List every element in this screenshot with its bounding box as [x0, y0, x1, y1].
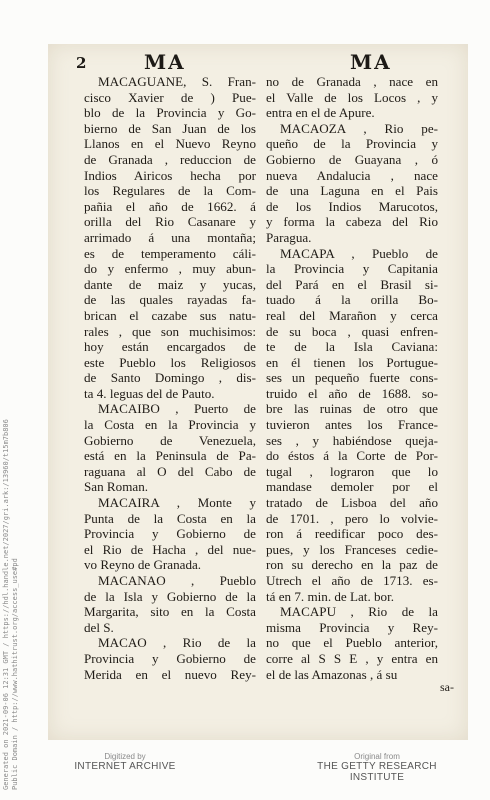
text-line: la Costa en la Provincia y [84, 417, 256, 433]
watermark-line-2: Public Domain / http://www.hathitrust.org/access_use#pd [11, 558, 19, 790]
text-line: ron su derecho en la paz de [266, 557, 438, 573]
text-line: ses un pequeño fuerte cons- [266, 370, 438, 386]
text-line: raguana al O del Cabo de [84, 463, 256, 479]
text-line: este Pueblo los Religiosos [84, 354, 256, 370]
text-line: de los Indios Marucotos, [266, 198, 438, 214]
text-line: Gobierno de Guayana , ó [266, 151, 438, 167]
original-from-credit [292, 752, 462, 783]
digitized-by-label: Digitized by [104, 752, 146, 761]
text-line: Llanos en el Nuevo Reyno [84, 136, 256, 152]
text-line: Provincia y Gobierno de [84, 650, 256, 666]
text-line: ta 4. leguas del de Pauto. [84, 385, 215, 401]
left-column-text [84, 74, 256, 682]
text-line: el de las Amazonas , á su [266, 666, 398, 682]
text-line: San Roman. [84, 479, 149, 495]
text-line: Merida en el nuevo Rey- [84, 666, 256, 682]
text-line: orilla del Rio Casanare y [84, 214, 256, 230]
text-line: está en la Peninsula de Pa- [84, 448, 256, 464]
text-line: corre al S S E , y entra en [266, 650, 438, 666]
text-line: MACAPA , Pueblo de [280, 245, 438, 261]
text-line: rales , que son muchisimos: [84, 323, 256, 339]
text-line: dante de maiz y yucas, [84, 276, 256, 292]
text-line: tá en 7. min. de Lat. bor. [266, 588, 394, 604]
text-line: de las quales rayadas fa- [84, 292, 256, 308]
text-line: los Regulares de la Com- [84, 183, 256, 199]
text-line: ron á reedificar poco des- [266, 526, 438, 542]
text-line: do éstos á la Corte de Por- [266, 448, 438, 464]
text-line: MACAIBO , Puerto de [98, 401, 256, 417]
text-line: el Rio de Hacha , del nue- [84, 541, 256, 557]
text-line: real del Marañon y cerca [266, 307, 438, 323]
text-line: Margarita, sito en la Costa [84, 604, 256, 620]
text-line: truido el año de 1688. so- [266, 385, 438, 401]
text-line: ses , y habiéndose queja- [266, 432, 438, 448]
text-line: pañia el año de 1662. á [84, 198, 256, 214]
watermark-line-1: Generated on 2021-09-06 12:31 GMT / https://hdl.handle.net/2027/gri.ark:/13960/t15m7b806 [2, 419, 10, 790]
text-line: tuado á la orilla Bo- [266, 292, 438, 308]
text-line: cisco Xavier de ) Pue- [84, 89, 256, 105]
text-line: Punta de la Costa en la [84, 510, 256, 526]
text-line: MACAIRA , Monte y [98, 495, 256, 511]
text-line: hoy están encargados de [84, 339, 256, 355]
text-line: tuvieron antes los France- [266, 417, 438, 433]
text-line: MACANAO , Pueblo [98, 573, 256, 588]
text-line: de su boca , quasi enfren- [266, 323, 438, 339]
text-line: tugal , lograron que lo [266, 463, 438, 479]
text-line: es de temperamento cáli- [84, 245, 256, 261]
scanned-page [48, 44, 468, 740]
text-line: bre las ruinas de otro que [266, 401, 438, 417]
text-line: MACAO , Rio de la [98, 635, 256, 651]
text-line: de la Isla y Gobierno de la [84, 588, 256, 604]
text-line: pues, y los Franceses cedie- [266, 541, 438, 557]
text-line: entra en el de Apure. [266, 105, 375, 121]
text-line: MACAGUANE, S. Fran- [98, 74, 256, 89]
text-line: en él tienen los Portugue- [266, 354, 438, 370]
text-line: mandase demoler por el [266, 479, 438, 495]
getty-institute-text: THE GETTY RESEARCH INSTITUTE [317, 761, 437, 783]
internet-archive-logo-text: INTERNET ARCHIVE [74, 761, 176, 772]
catchword: sa- [440, 680, 454, 694]
header-left-guide-word: MA [144, 50, 186, 74]
text-line: la Provincia y Capitania [266, 261, 438, 277]
hathitrust-watermark [2, 419, 22, 790]
text-line: vo Reyno de Granada. [84, 557, 202, 573]
text-line: de Santo Domingo , dis- [84, 370, 256, 386]
text-line: misma Provincia y Rey- [266, 619, 438, 635]
text-line: blo de la Provincia y Go- [84, 105, 256, 121]
text-line: te de la Isla Caviana: [266, 339, 438, 355]
text-line: del S. [84, 619, 114, 635]
text-line: de una Laguna en el Pais [266, 183, 438, 199]
text-line: del Pará en el Brasil si- [266, 276, 438, 292]
digitized-by-credit [60, 752, 190, 772]
original-from-label: Original from [354, 752, 400, 761]
page-number: 2 [76, 54, 87, 72]
text-line: no de Granada , nace en [266, 74, 438, 89]
header-right-guide-word: MA [350, 50, 392, 74]
text-line: queño de la Provincia y [266, 136, 438, 152]
text-line: brican el cazabe sus natu- [84, 307, 256, 323]
text-line: tratado de Lisboa del año [266, 495, 438, 511]
text-line: nueva Andalucia , nace [266, 167, 438, 183]
text-line: MACAOZA , Rio pe- [280, 120, 438, 136]
text-line: arrimado á una montaña; [84, 229, 256, 245]
text-line: Provincia y Gobierno de [84, 526, 256, 542]
text-line: de Granada , reduccion de [84, 151, 256, 167]
text-line: MACAPU , Rio de la [280, 604, 438, 620]
text-line: do y enfermo , muy abun- [84, 261, 256, 277]
text-line: el Valle de los Locos , y [266, 89, 438, 105]
running-header [48, 48, 468, 74]
right-column-text [266, 74, 438, 682]
text-line: de 1701. , pero lo volvie- [266, 510, 438, 526]
text-line: Utrech el año de 1713. es- [266, 573, 438, 588]
text-line: no que el Pueblo anterior, [266, 635, 438, 651]
text-line: Paragua. [266, 229, 312, 245]
text-line: Indios Airicos hecha por [84, 167, 256, 183]
text-line: bierno de San Juan de los [84, 120, 256, 136]
text-line: y forma la cabeza del Rio [266, 214, 438, 230]
text-line: Gobierno de Venezuela, [84, 432, 256, 448]
